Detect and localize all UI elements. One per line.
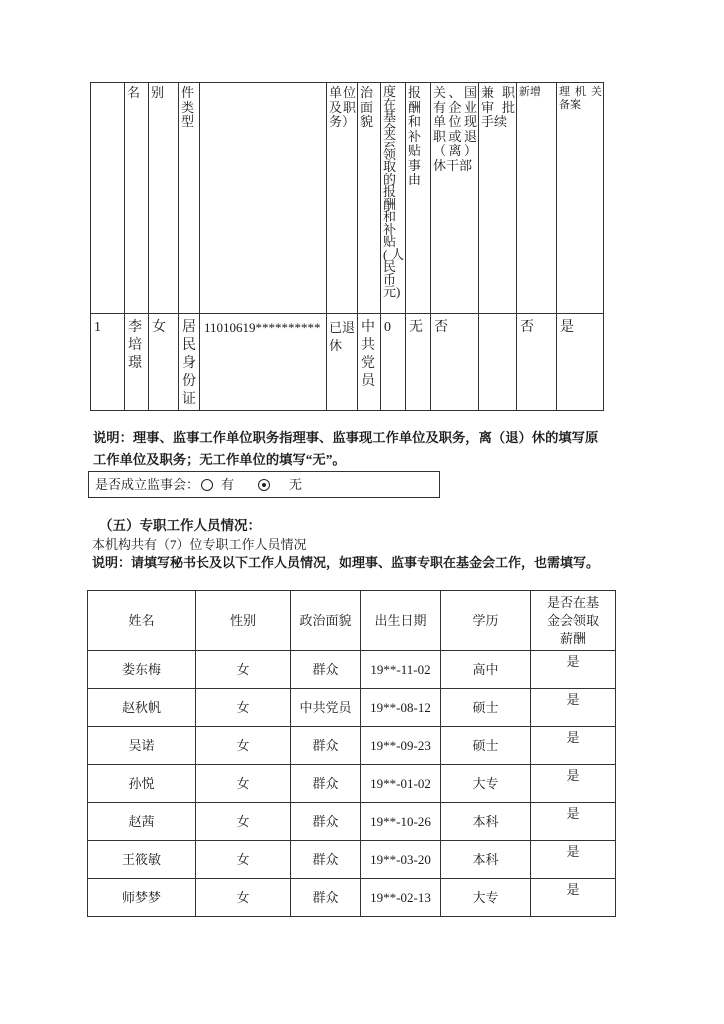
staff-header-political-status: 政治面貌 [291, 591, 361, 651]
staff-gender: 女 [196, 765, 291, 803]
radio-no [258, 479, 270, 491]
staff-header-education: 学历 [441, 591, 531, 651]
staff-political-status: 群众 [291, 803, 361, 841]
option-yes-label: 有 [221, 477, 235, 492]
staff-row [88, 879, 616, 917]
staff-political-status: 中共党员 [291, 689, 361, 727]
staff-header-gender: 性别 [196, 591, 291, 651]
header-index [91, 83, 125, 314]
supervisor-table-header-row [91, 83, 604, 314]
staff-education: 大专 [441, 879, 531, 917]
cell-compensation-reason: 无 [406, 314, 431, 411]
supervisor-table [90, 82, 604, 411]
header-gender: 别 [149, 83, 179, 314]
staff-note: 说明：请填写秘书长及以下工作人员情况，如理事、监事专职在基金会工作，也需填写。 [92, 555, 600, 570]
supervisory-board-label: 是否成立监事会： [95, 477, 200, 492]
staff-row [88, 651, 616, 689]
header-newly-added: 新增 [517, 83, 557, 314]
staff-paid: 是 [531, 689, 616, 727]
staff-birth-date: 19**-09-23 [361, 727, 441, 765]
staff-gender: 女 [196, 841, 291, 879]
staff-education: 本科 [441, 841, 531, 879]
cell-registration-filing: 是 [557, 314, 604, 411]
staff-name: 王筱敏 [88, 841, 196, 879]
staff-name: 赵茜 [88, 803, 196, 841]
staff-birth-date: 19**-03-20 [361, 841, 441, 879]
staff-gender: 女 [196, 727, 291, 765]
cell-id-type: 居民身份证 [179, 314, 200, 411]
header-id-number [200, 83, 327, 314]
cell-work-unit: 已退休 [327, 314, 358, 411]
staff-political-status: 群众 [291, 765, 361, 803]
staff-education: 本科 [441, 803, 531, 841]
cell-political-status: 中共党员 [358, 314, 381, 411]
staff-education: 硕士 [441, 727, 531, 765]
staff-gender: 女 [196, 879, 291, 917]
staff-header-name: 姓名 [88, 591, 196, 651]
staff-paid: 是 [531, 879, 616, 917]
staff-row [88, 803, 616, 841]
staff-header-paid [531, 591, 616, 651]
cell-gender: 女 [149, 314, 179, 411]
staff-name: 师梦梦 [88, 879, 196, 917]
cell-name: 李培璟 [125, 314, 149, 411]
cell-official-status: 否 [431, 314, 479, 411]
header-id-type: 件类型 [179, 83, 200, 314]
cell-index: 1 [91, 314, 125, 411]
staff-gender: 女 [196, 803, 291, 841]
staff-birth-date: 19**-08-12 [361, 689, 441, 727]
header-political-status: 治面貌 [358, 83, 381, 314]
staff-political-status: 群众 [291, 879, 361, 917]
staff-paid: 是 [531, 765, 616, 803]
header-registration-filing: 理机关备案 [557, 83, 604, 314]
header-official-status: 关、国有企业单位现职或退（离）休干部 [431, 83, 479, 314]
cell-newly-added: 否 [517, 314, 557, 411]
staff-paid: 是 [531, 651, 616, 689]
staff-count-text: 本机构共有（7）位专职工作人员情况 [92, 537, 307, 552]
staff-paid: 是 [531, 803, 616, 841]
cell-part-time-approval [479, 314, 517, 411]
supervisor-table-row [91, 314, 604, 411]
supervisory-board-box [88, 471, 440, 498]
staff-row [88, 765, 616, 803]
staff-birth-date: 19**-02-13 [361, 879, 441, 917]
staff-education: 大专 [441, 765, 531, 803]
staff-paid: 是 [531, 841, 616, 879]
staff-row [88, 689, 616, 727]
staff-birth-date: 19**-10-26 [361, 803, 441, 841]
cell-compensation: 0 [381, 314, 406, 411]
supervisor-note: 说明：理事、监事工作单位职务指理事、监事现工作单位及职务，离（退）休的填写原工作单位及职务；无工作单位的填写“无”。 [93, 430, 599, 467]
section-title: （五）专职工作人员情况： [99, 518, 261, 533]
option-no-label: 无 [289, 477, 303, 492]
staff-name: 赵秋帆 [88, 689, 196, 727]
header-work-unit: 单位及职务） [327, 83, 358, 314]
staff-birth-date: 19**-01-02 [361, 765, 441, 803]
staff-table-header-row [88, 591, 616, 651]
header-name: 名 [125, 83, 149, 314]
staff-name: 孙悦 [88, 765, 196, 803]
staff-gender: 女 [196, 651, 291, 689]
staff-political-status: 群众 [291, 727, 361, 765]
staff-birth-date: 19**-11-02 [361, 651, 441, 689]
staff-education: 高中 [441, 651, 531, 689]
staff-row [88, 841, 616, 879]
staff-header-paid-label: 是否在基金会领取薪酬 [546, 594, 599, 646]
staff-political-status: 群众 [291, 651, 361, 689]
staff-paid: 是 [531, 727, 616, 765]
staff-header-birth-date: 出生日期 [361, 591, 441, 651]
staff-name: 娄东梅 [88, 651, 196, 689]
staff-political-status: 群众 [291, 841, 361, 879]
header-part-time-approval: 兼职审批手续 [479, 83, 517, 314]
staff-education: 硕士 [441, 689, 531, 727]
staff-table [87, 590, 616, 917]
header-compensation: 度在基金会领取的报酬和补贴(人民币元) [381, 83, 406, 314]
staff-name: 吴诺 [88, 727, 196, 765]
header-compensation-reason: 报酬和补贴事由 [406, 83, 431, 314]
radio-yes [201, 479, 213, 491]
staff-row [88, 727, 616, 765]
staff-gender: 女 [196, 689, 291, 727]
cell-id-number: 11010619********** [200, 314, 327, 411]
